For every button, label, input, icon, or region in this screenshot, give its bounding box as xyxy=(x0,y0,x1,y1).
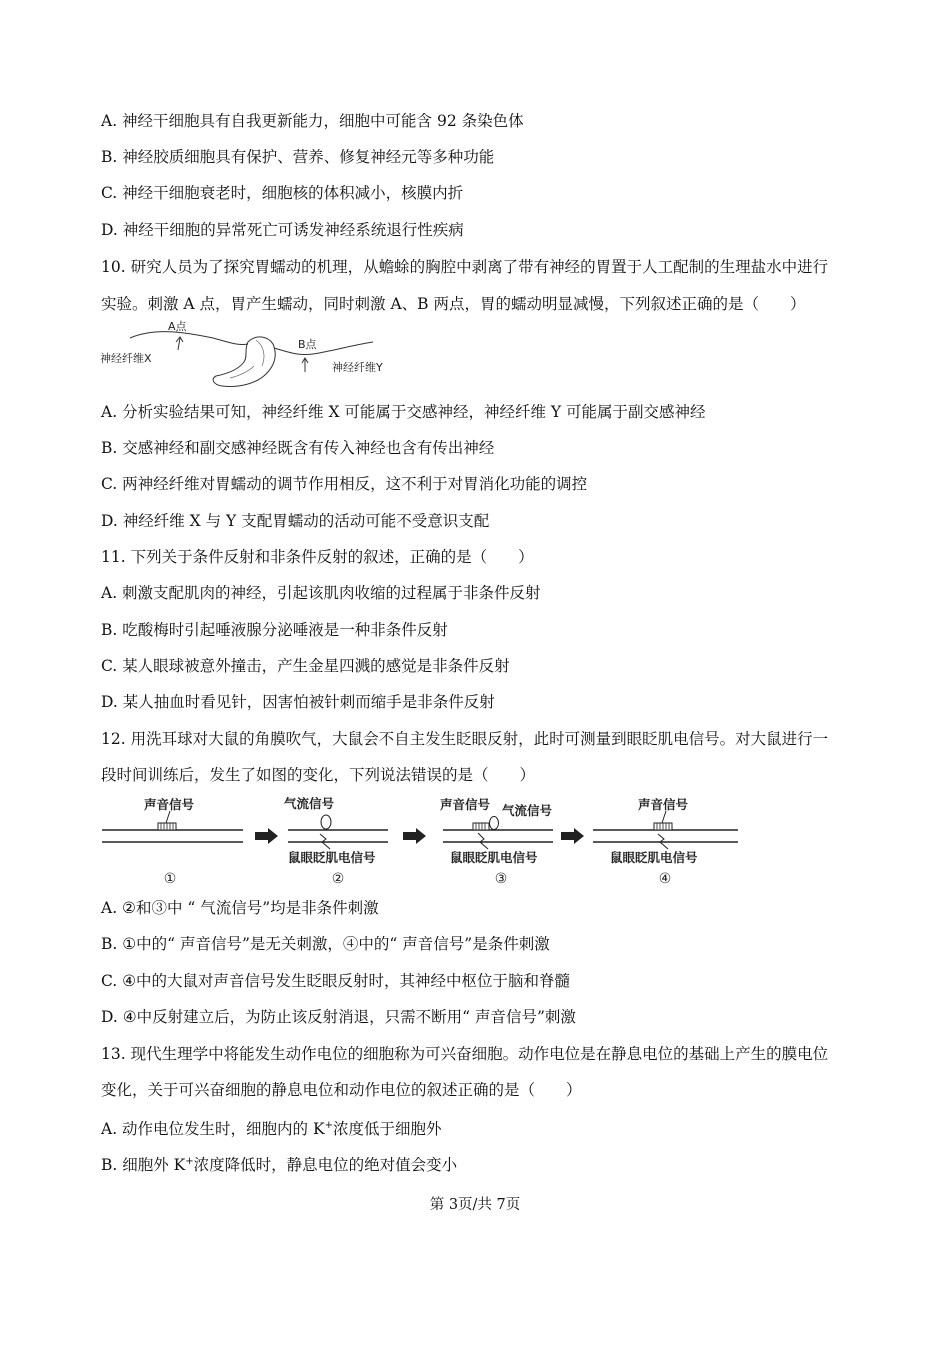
panel-4-emg-label: 鼠眼眨肌电信号 xyxy=(610,850,698,865)
q13-option-b-post: 浓度降低时，静息电位的绝对值会变小 xyxy=(193,1156,458,1175)
q13-option-a xyxy=(101,1116,441,1139)
q12-stem-line2: 段时间训练后，发生了如图的变化，下列说法错误的是（ ） xyxy=(101,766,536,784)
nerve-fiber-x xyxy=(130,332,248,345)
q11-stem: 11. 下列关于条件反射和非条件反射的叙述，正确的是（ ） xyxy=(101,548,534,566)
q9-option-b: B. 神经胶质细胞具有保护、营养、修复神经元等多种功能 xyxy=(101,148,495,166)
q13-option-b xyxy=(101,1152,457,1175)
q12-option-c: C. ④中的大鼠对声音信号发生眨眼反射时，其神经中枢位于脑和脊髓 xyxy=(101,972,571,990)
panel-3 xyxy=(440,797,553,887)
panel-3-sound-label: 声音信号 xyxy=(440,797,491,812)
panel-3-air-label: 气流信号 xyxy=(502,803,553,818)
panel-2 xyxy=(284,796,388,887)
arrow-1-2 xyxy=(255,828,278,844)
q12-stem-line1: 12. 用洗耳球对大鼠的角膜吹气，大鼠会不自主发生眨眼反射，此时可测量到眼眨肌电信号。对大鼠进行一 xyxy=(101,730,829,748)
panel-4 xyxy=(593,797,738,887)
q13-stem-line2: 变化，关于可兴奋细胞的静息电位和动作电位的叙述正确的是（ ） xyxy=(101,1081,582,1099)
q12-conditioning-diagram xyxy=(98,795,743,890)
q12-option-b: B. ①中的“ 声音信号”是无关刺激，④中的“ 声音信号”是条件刺激 xyxy=(101,935,550,953)
label-point-a: A点 xyxy=(168,320,187,333)
potassium-charge: + xyxy=(324,1120,333,1131)
panel-1-sound-label: 声音信号 xyxy=(144,797,195,812)
q11-option-a: A. 刺激支配肌肉的神经，引起该肌肉收缩的过程属于非条件反射 xyxy=(101,584,541,602)
q10-option-b: B. 交感神经和副交感神经既含有传入神经也含有传出神经 xyxy=(101,439,495,457)
panel-1-number: ① xyxy=(163,871,177,887)
panel-3-number: ③ xyxy=(494,871,508,887)
panel-4-sound-label: 声音信号 xyxy=(638,797,689,812)
q9-option-d: D. 神经干细胞的异常死亡可诱发神经系统退行性疾病 xyxy=(101,221,464,239)
panel-3-emg-label: 鼠眼眨肌电信号 xyxy=(450,850,538,865)
panel-2-emg-label: 鼠眼眨肌电信号 xyxy=(288,850,376,865)
label-fiber-y: 神经纤维Y xyxy=(332,361,383,374)
q9-option-a: A. 神经干细胞具有自我更新能力，细胞中可能含 92 条染色体 xyxy=(101,112,524,130)
q10-option-c: C. 两神经纤维对胃蠕动的调节作用相反，这不利于对胃消化功能的调控 xyxy=(101,475,588,493)
q12-option-d: D. ④中反射建立后，为防止该反射消退，只需不断用“ 声音信号”刺激 xyxy=(101,1008,576,1026)
q11-option-b: B. 吃酸梅时引起唾液腺分泌唾液是一种非条件反射 xyxy=(101,621,448,639)
panel-2-air-label: 气流信号 xyxy=(284,796,335,811)
q10-option-d: D. 神经纤维 X 与 Y 支配胃蠕动的活动可能不受意识支配 xyxy=(101,512,490,530)
potassium-charge: + xyxy=(185,1156,194,1167)
q11-option-c: C. 某人眼球被意外撞击，产生金星四溅的感觉是非条件反射 xyxy=(101,657,510,675)
q13-stem-line1: 13. 现代生理学中将能发生动作电位的细胞称为可兴奋细胞。动作电位是在静息电位的基础上产生的膜电位 xyxy=(101,1045,829,1063)
q10-stem-line1: 10. 研究人员为了探究胃蠕动的机理，从蟾蜍的胸腔中剥离了带有神经的胃置于人工配制的生理盐水中进行 xyxy=(101,258,829,276)
page-number-footer: 第 3页/共 7页 xyxy=(429,1197,521,1213)
q13-option-a-pre: A. 动作电位发生时，细胞内的 K xyxy=(101,1120,325,1139)
q13-option-b-pre: B. 细胞外 K xyxy=(101,1156,186,1175)
panel-1 xyxy=(102,797,243,887)
q10-stomach-diagram xyxy=(98,316,398,396)
arrow-2-3 xyxy=(403,828,426,844)
q13-option-a-post: 浓度低于细胞外 xyxy=(332,1120,442,1139)
label-point-b: B点 xyxy=(298,338,317,351)
airflow-puff xyxy=(321,815,331,829)
panel-4-number: ④ xyxy=(658,871,672,887)
panel-2-number: ② xyxy=(331,871,345,887)
q9-option-c: C. 神经干细胞衰老时，细胞核的体积减小，核膜内折 xyxy=(101,184,464,202)
q10-stem-line2: 实验。刺激 A 点，胃产生蠕动，同时刺激 A、B 两点，胃的蠕动明显减慢，下列叙述正确的是（ ） xyxy=(101,295,806,313)
q10-option-a: A. 分析实验结果可知，神经纤维 X 可能属于交感神经，神经纤维 Y 可能属于副交感神经 xyxy=(101,403,706,421)
arrow-3-4 xyxy=(561,828,584,844)
nerve-fiber-y xyxy=(274,342,373,355)
q12-option-a: A. ②和③中 “ 气流信号”均是非条件刺激 xyxy=(101,899,379,917)
label-fiber-x: 神经纤维X xyxy=(100,352,152,365)
q11-option-d: D. 某人抽血时看见针，因害怕被针刺而缩手是非条件反射 xyxy=(101,693,495,711)
